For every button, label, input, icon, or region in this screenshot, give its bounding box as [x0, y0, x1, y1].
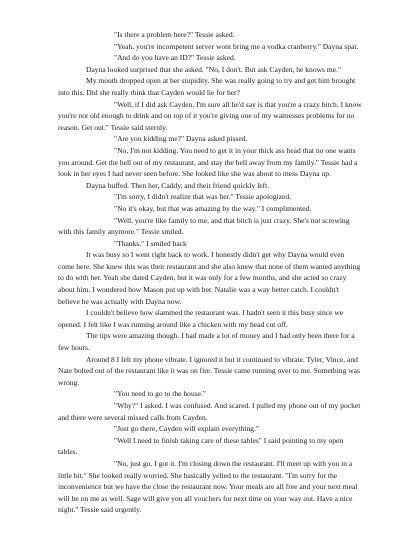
paragraph: "Well, if I did ask Cayden, I'm sure all he'd say is that you're a crazy bitch. I know you're not old enough to drink and on top of it you're giving one of my waitresses problems for no reason. Get out." Tessie said sternly.	[58, 99, 362, 132]
paragraph: "I'm sorry, I didn't realize that was her." Tessie apologized.	[114, 192, 292, 202]
paragraph: Dayna huffed. Then her, Caddy, and their friend quickly left.	[86, 180, 270, 190]
paragraph: "Is there a problem here?" Tessie asked.	[114, 30, 235, 39]
paragraph: "Why?" I asked. I was confused. And scared. I pulled my phone out of my pocket and there were several missed calls from Cayden.	[58, 401, 361, 422]
paragraph: "Thanks." I smiled back	[114, 238, 187, 248]
paragraph: The tips were amazing though. I had made a lot of money and I had only been there for a few hours.	[58, 331, 355, 353]
paragraph: "Are you kidding me?" Dayna asked pissed.	[114, 134, 248, 144]
paragraph: "Just go there, Cayden will explain everything."	[114, 424, 259, 434]
paragraph: "No, I'm not kidding. You need to get it in your thick ass head that no one wants you around. Get the hell out of my restaurant, and stay the hell away from my family." Tessie had a look in her eyes I had never seen before. She looked like she was about to mess Dayna up.	[58, 145, 358, 179]
paragraph: "You need to go to the house."	[114, 389, 206, 399]
paragraph: "Well I need to finish taking care of these tables" I said pointing to my open tables.	[58, 435, 344, 457]
paragraph: Dayna looked surprised that she asked. "No, I don't. But ask Cayden, he knows me."	[86, 64, 342, 74]
paragraph: "No, just go, I got it. I'm closing down the restaurant. I'll meet up with you in a little bit." She looked really worried. She basically yelled to the restaurant. "I'm sorry for the inconvenience but we have the close the restaurant now. Your meals are all free and your next meal will be on me as well. Sage will give you all vouchers for next time on your way out. Have a nice night." Tessie said urgently.	[58, 458, 358, 515]
paragraph: I couldn't believe how slammed the restaurant was. I hadn't seen it this busy since we opened. I felt like I was running around like a chicken with my head cut off.	[58, 308, 344, 329]
paragraph: It was busy so I went right back to work. I honestly didn't get why Dayna would even come here. She knew this was their restaurant and she also knew that none of them wanted anything to do with her. Yeah she dated Cayden, but it was only for a few months, and she acted so crazy about him. I wondered how Mason put up with her. Natalie was a way better catch. I couldn't believe he was actually with Dayna now.	[58, 250, 361, 306]
paragraph: "No it's okay, but that was amazing by the way." I complimented.	[114, 203, 312, 213]
paragraph: Around 8 I felt my phone vibrate. I ignored it but it continued to vibrate. Tyler, Vince, and Nate bolted out of the restaurant like it was on fire. Tessie came running over to me. Something was wrong.	[58, 354, 360, 387]
paragraph: "And do you have an ID?" Tessie asked.	[114, 53, 236, 63]
paragraph: My mouth dropped open at her stupidity. She was really going to try and get him brought into this. Did she really think that Cayden would lie for her?	[58, 76, 356, 97]
paragraph: "Well, you're like family to me, and that bitch is just crazy. She's not screwing with this family anymore." Tessie smiled.	[58, 215, 350, 237]
paragraph: "Yeah, you're incompetent server wont bring me a vodka cranberry." Dayna spat.	[114, 41, 359, 51]
